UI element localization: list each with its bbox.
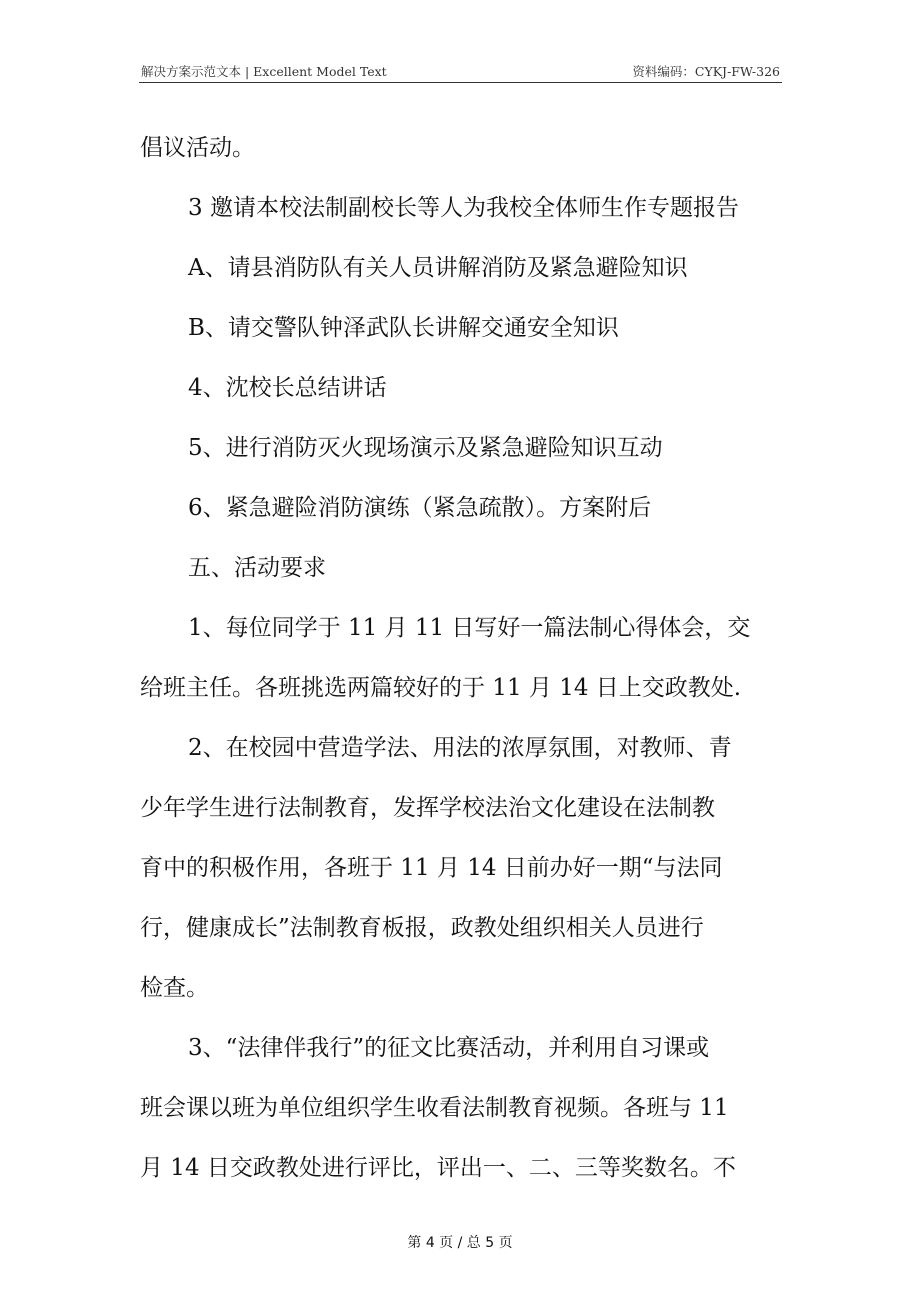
paragraph-line: B、请交警队钟泽武队长讲解交通安全知识	[188, 315, 619, 341]
paragraph-line: 育中的积极作用，各班于 11 月 14 日前办好一期“与法同	[140, 855, 723, 881]
header-title: 解决方案示范文本 | Excellent Model Text	[141, 64, 387, 79]
paragraph-line: 倡议活动。	[140, 135, 255, 161]
paragraph-line: 1、每位同学于 11 月 11 日写好一篇法制心得体会，交	[188, 615, 751, 641]
paragraph-line: 班会课以班为单位组织学生收看法制教育视频。各班与 11	[140, 1095, 729, 1121]
document-body	[140, 118, 780, 1198]
page-header	[139, 58, 782, 83]
paragraph-line: A、请县消防队有关人员讲解消防及紧急避险知识	[188, 255, 688, 281]
paragraph-line: 4、沈校长总结讲话	[188, 375, 387, 401]
paragraph-line: 5、进行消防灭火现场演示及紧急避险知识互动	[188, 435, 663, 461]
paragraph-line: 3、“法律伴我行”的征文比赛活动，并利用自习课或	[188, 1035, 710, 1061]
section-heading: 五、活动要求	[188, 555, 326, 581]
paragraph-line: 检查。	[140, 975, 209, 1001]
paragraph-line: 给班主任。各班挑选两篇较好的于 11 月 14 日上交政教处.	[140, 675, 742, 701]
page-number: 第 4 页 / 总 5 页	[407, 1235, 513, 1251]
paragraph-line: 6、紧急避险消防演练（紧急疏散）。方案附后	[188, 495, 652, 521]
paragraph-line: 行，健康成长”法制教育板报，政教处组织相关人员进行	[140, 915, 704, 941]
paragraph-line: 3 邀请本校法制副校长等人为我校全体师生作专题报告	[188, 195, 739, 221]
paragraph-line: 月 14 日交政教处进行评比，评出一、二、三等奖数名。不	[140, 1155, 736, 1181]
paragraph-line: 少年学生进行法制教育，发挥学校法治文化建设在法制教	[140, 795, 715, 821]
document-code: 资料编码：CYKJ-FW-326	[632, 64, 780, 79]
paragraph-line: 2、在校园中营造学法、用法的浓厚氛围，对教师、青	[188, 735, 732, 761]
